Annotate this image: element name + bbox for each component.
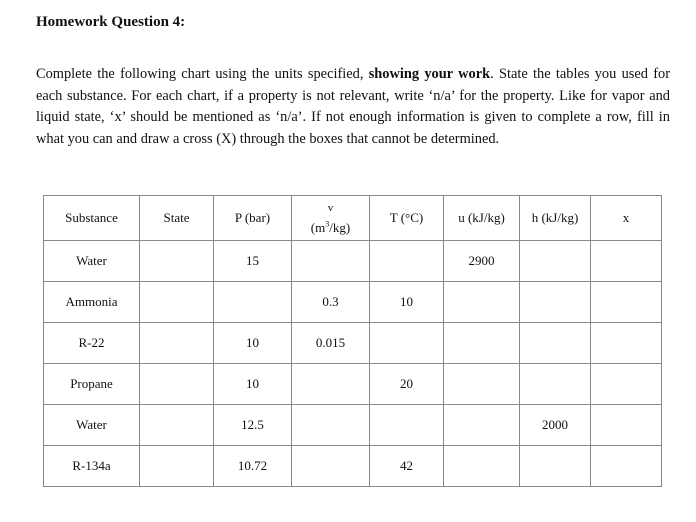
header-v-unit: $(m^3/kg)$: [310, 219, 351, 235]
table-row: [44, 446, 662, 487]
header-state: State: [140, 196, 214, 241]
cell-t[interactable]: 42: [370, 446, 444, 487]
cell-v[interactable]: [292, 241, 370, 282]
cell-substance: R-22: [44, 323, 140, 364]
cell-p[interactable]: 10: [214, 323, 292, 364]
cell-h[interactable]: [520, 323, 591, 364]
cell-t[interactable]: [370, 323, 444, 364]
cell-state[interactable]: [140, 446, 214, 487]
cell-u[interactable]: [444, 364, 520, 405]
instructions-paragraph: [36, 64, 670, 150]
cell-state[interactable]: [140, 364, 214, 405]
cell-h[interactable]: [520, 446, 591, 487]
cell-v[interactable]: [292, 364, 370, 405]
cell-u[interactable]: [444, 282, 520, 323]
cell-state[interactable]: [140, 282, 214, 323]
cell-p[interactable]: 15: [214, 241, 292, 282]
table-row: [44, 405, 662, 446]
header-substance: Substance: [44, 196, 140, 241]
cell-v[interactable]: 0.3: [292, 282, 370, 323]
cell-x[interactable]: [591, 241, 662, 282]
cell-state[interactable]: [140, 241, 214, 282]
table-row: [44, 364, 662, 405]
cell-u[interactable]: [444, 446, 520, 487]
table-row: [44, 282, 662, 323]
cell-state[interactable]: [140, 405, 214, 446]
page-heading: Homework Question 4:: [36, 14, 186, 30]
cell-h[interactable]: 2000: [520, 405, 591, 446]
cell-substance: Propane: [44, 364, 140, 405]
header-enthalpy: h (kJ/kg): [520, 196, 591, 241]
cell-substance: Ammonia: [44, 282, 140, 323]
cell-p[interactable]: 12.5: [214, 405, 292, 446]
table-row: [44, 241, 662, 282]
cell-u[interactable]: [444, 323, 520, 364]
cell-x[interactable]: [591, 446, 662, 487]
cell-t[interactable]: [370, 405, 444, 446]
cell-substance: R-134a: [44, 446, 140, 487]
header-pressure: P (bar): [214, 196, 292, 241]
instructions-text-1: Complete the following chart using the units specified,: [36, 66, 369, 82]
cell-p[interactable]: [214, 282, 292, 323]
property-chart: [43, 195, 662, 487]
cell-t[interactable]: 10: [370, 282, 444, 323]
cell-x[interactable]: [591, 405, 662, 446]
cell-h[interactable]: [520, 364, 591, 405]
header-row: [44, 196, 662, 241]
table-row: [44, 323, 662, 364]
cell-v[interactable]: [292, 405, 370, 446]
instructions-text-2: . State the tables you used for each substance. For each chart, if a property is not relevant, write ‘n/a’ for the property. Like for vapor and liquid state, ‘x’ should be mentioned as ‘n/a’. If not enough information is given to complete a row, fill in what you can and draw a cross (X) through the boxes that cannot be determined.: [36, 66, 670, 147]
header-v-symbol: v: [327, 202, 334, 215]
cell-x[interactable]: [591, 364, 662, 405]
cell-substance: Water: [44, 241, 140, 282]
cell-x[interactable]: [591, 323, 662, 364]
header-quality: x: [591, 196, 662, 241]
cell-u[interactable]: 2900: [444, 241, 520, 282]
cell-substance: Water: [44, 405, 140, 446]
header-internal-energy: u (kJ/kg): [444, 196, 520, 241]
cell-p[interactable]: 10: [214, 364, 292, 405]
cell-h[interactable]: [520, 241, 591, 282]
cell-u[interactable]: [444, 405, 520, 446]
cell-v[interactable]: [292, 446, 370, 487]
header-temperature: T (°C): [370, 196, 444, 241]
cell-h[interactable]: [520, 282, 591, 323]
cell-t[interactable]: [370, 241, 444, 282]
cell-t[interactable]: 20: [370, 364, 444, 405]
instructions-bold: showing your work: [368, 66, 491, 82]
header-specific-volume: [292, 196, 370, 241]
cell-state[interactable]: [140, 323, 214, 364]
cell-x[interactable]: [591, 282, 662, 323]
cell-v[interactable]: 0.015: [292, 323, 370, 364]
cell-p[interactable]: 10.72: [214, 446, 292, 487]
